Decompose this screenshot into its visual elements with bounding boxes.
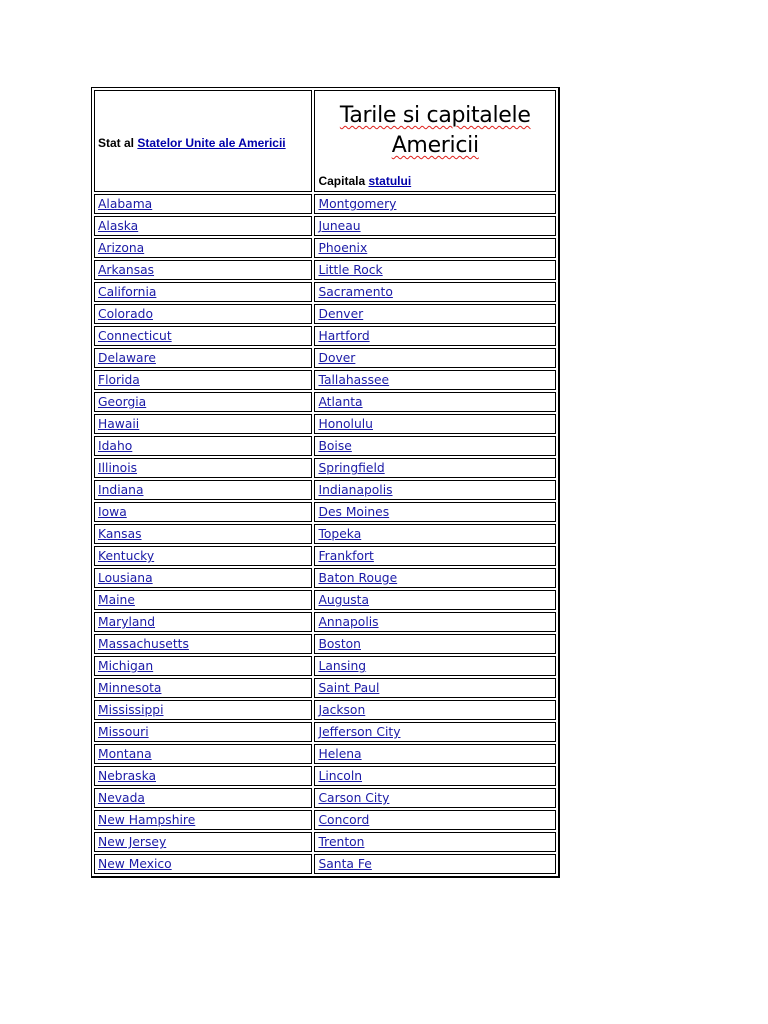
header-capital-text bbox=[318, 174, 411, 188]
capital-link[interactable]: Denver bbox=[318, 307, 364, 321]
title-line-1 bbox=[315, 101, 555, 131]
table-row bbox=[94, 766, 556, 786]
capital-link[interactable]: Boston bbox=[318, 637, 361, 651]
state-cell bbox=[94, 546, 312, 566]
capital-cell bbox=[314, 436, 556, 456]
capital-cell bbox=[314, 832, 556, 852]
capital-link[interactable]: Concord bbox=[318, 813, 370, 827]
header-capital-cell bbox=[314, 90, 556, 192]
state-cell bbox=[94, 678, 312, 698]
capital-cell bbox=[314, 766, 556, 786]
state-link[interactable]: Nevada bbox=[98, 791, 145, 805]
capital-link[interactable]: Annapolis bbox=[318, 615, 379, 629]
table-row bbox=[94, 656, 556, 676]
document-title bbox=[315, 101, 555, 161]
state-link[interactable]: California bbox=[98, 285, 157, 299]
state-link[interactable]: Iowa bbox=[98, 505, 127, 519]
header-state-text bbox=[98, 136, 311, 150]
capital-cell bbox=[314, 568, 556, 588]
capital-cell bbox=[314, 392, 556, 412]
capital-cell bbox=[314, 810, 556, 830]
table-row bbox=[94, 612, 556, 632]
table-row bbox=[94, 546, 556, 566]
state-link[interactable]: Hawaii bbox=[98, 417, 140, 431]
capital-cell bbox=[314, 524, 556, 544]
capital-cell bbox=[314, 744, 556, 764]
capital-link[interactable]: Honolulu bbox=[318, 417, 373, 431]
capital-link[interactable]: Jefferson City bbox=[318, 725, 401, 739]
capital-cell bbox=[314, 722, 556, 742]
capital-cell bbox=[314, 502, 556, 522]
table-row bbox=[94, 238, 556, 258]
state-link[interactable]: Lousiana bbox=[98, 571, 153, 585]
capital-cell bbox=[314, 700, 556, 720]
capital-link[interactable]: Boise bbox=[318, 439, 352, 453]
capital-cell bbox=[314, 854, 556, 874]
capital-link[interactable]: Juneau bbox=[318, 219, 361, 233]
capital-link[interactable]: Des Moines bbox=[318, 505, 390, 519]
table-row bbox=[94, 436, 556, 456]
state-cell bbox=[94, 744, 312, 764]
state-cell bbox=[94, 480, 312, 500]
table-row bbox=[94, 392, 556, 412]
state-cell bbox=[94, 854, 312, 874]
capital-cell bbox=[314, 348, 556, 368]
state-link[interactable]: Alaska bbox=[98, 219, 139, 233]
capital-cell bbox=[314, 458, 556, 478]
header-capital-link[interactable]: statului bbox=[368, 174, 412, 188]
capital-cell bbox=[314, 590, 556, 610]
table-row bbox=[94, 370, 556, 390]
state-cell bbox=[94, 810, 312, 830]
state-link[interactable]: Maryland bbox=[98, 615, 156, 629]
state-cell bbox=[94, 700, 312, 720]
capital-link[interactable]: Little Rock bbox=[318, 263, 383, 277]
header-state-cell bbox=[94, 90, 312, 192]
header-state-link[interactable]: Statelor Unite ale Americii bbox=[137, 136, 286, 150]
state-link[interactable]: Colorado bbox=[98, 307, 153, 321]
state-link[interactable]: Illinois bbox=[98, 461, 138, 475]
table-row bbox=[94, 458, 556, 478]
capital-link[interactable]: Helena bbox=[318, 747, 362, 761]
state-cell bbox=[94, 766, 312, 786]
state-cell bbox=[94, 194, 312, 214]
table-row bbox=[94, 348, 556, 368]
state-cell bbox=[94, 348, 312, 368]
state-cell bbox=[94, 634, 312, 654]
table-row bbox=[94, 788, 556, 808]
state-cell bbox=[94, 238, 312, 258]
state-cell bbox=[94, 722, 312, 742]
state-link[interactable]: Idaho bbox=[98, 439, 133, 453]
table-row bbox=[94, 634, 556, 654]
table-row bbox=[94, 832, 556, 852]
state-link[interactable]: Alabama bbox=[98, 197, 153, 211]
title-line-2 bbox=[315, 131, 555, 161]
capital-cell bbox=[314, 304, 556, 324]
title-line-1-text: Tarile si capitalele bbox=[339, 103, 531, 128]
capital-cell bbox=[314, 678, 556, 698]
state-cell bbox=[94, 436, 312, 456]
capital-link[interactable]: Montgomery bbox=[318, 197, 397, 211]
state-link[interactable]: Kentucky bbox=[98, 549, 155, 563]
state-link[interactable]: Indiana bbox=[98, 483, 144, 497]
capital-link[interactable]: Santa Fe bbox=[318, 857, 372, 871]
capital-cell bbox=[314, 414, 556, 434]
capital-link[interactable]: Lansing bbox=[318, 659, 367, 673]
state-cell bbox=[94, 282, 312, 302]
state-cell bbox=[94, 590, 312, 610]
states-capitals-table bbox=[91, 87, 560, 878]
capital-link[interactable]: Frankfort bbox=[318, 549, 374, 563]
capital-cell bbox=[314, 480, 556, 500]
state-link[interactable]: Arkansas bbox=[98, 263, 155, 277]
state-link[interactable]: New Jersey bbox=[98, 835, 167, 849]
state-cell bbox=[94, 502, 312, 522]
state-link[interactable]: Arizona bbox=[98, 241, 145, 255]
capital-cell bbox=[314, 282, 556, 302]
state-cell bbox=[94, 656, 312, 676]
table-body bbox=[94, 90, 556, 874]
title-line-2-text: Americii bbox=[391, 133, 479, 158]
capital-link[interactable]: Atlanta bbox=[318, 395, 363, 409]
capital-link[interactable]: Jackson bbox=[318, 703, 366, 717]
state-link[interactable]: Michigan bbox=[98, 659, 154, 673]
state-cell bbox=[94, 568, 312, 588]
state-link[interactable]: New Mexico bbox=[98, 857, 172, 871]
capital-cell bbox=[314, 788, 556, 808]
table-row bbox=[94, 502, 556, 522]
state-cell bbox=[94, 260, 312, 280]
capital-cell bbox=[314, 238, 556, 258]
capital-cell bbox=[314, 260, 556, 280]
table-row bbox=[94, 282, 556, 302]
capital-cell bbox=[314, 546, 556, 566]
state-link[interactable]: Missouri bbox=[98, 725, 149, 739]
table-row bbox=[94, 744, 556, 764]
state-cell bbox=[94, 326, 312, 346]
capital-link[interactable]: Trenton bbox=[318, 835, 365, 849]
capital-link[interactable]: Augusta bbox=[318, 593, 370, 607]
capital-link[interactable]: Tallahassee bbox=[318, 373, 390, 387]
table-row bbox=[94, 810, 556, 830]
capital-cell bbox=[314, 656, 556, 676]
table-header-row bbox=[94, 90, 556, 192]
state-link[interactable]: Florida bbox=[98, 373, 140, 387]
header-state-prefix: Stat al bbox=[98, 136, 138, 150]
state-link[interactable]: Georgia bbox=[98, 395, 147, 409]
table-row bbox=[94, 678, 556, 698]
table-row bbox=[94, 700, 556, 720]
state-link[interactable]: Delaware bbox=[98, 351, 156, 365]
state-link[interactable]: Kansas bbox=[98, 527, 142, 541]
table-row bbox=[94, 260, 556, 280]
capital-link[interactable]: Topeka bbox=[318, 527, 362, 541]
table-row bbox=[94, 524, 556, 544]
capital-cell bbox=[314, 194, 556, 214]
capital-link[interactable]: Dover bbox=[318, 351, 356, 365]
header-capital-prefix: Capitala bbox=[318, 174, 369, 188]
state-link[interactable]: Minnesota bbox=[98, 681, 162, 695]
state-cell bbox=[94, 392, 312, 412]
table-row bbox=[94, 722, 556, 742]
table-row bbox=[94, 568, 556, 588]
table-row bbox=[94, 304, 556, 324]
capital-link[interactable]: Baton Rouge bbox=[318, 571, 398, 585]
state-cell bbox=[94, 216, 312, 236]
capital-cell bbox=[314, 370, 556, 390]
state-cell bbox=[94, 458, 312, 478]
state-cell bbox=[94, 832, 312, 852]
state-cell bbox=[94, 304, 312, 324]
capital-cell bbox=[314, 216, 556, 236]
state-cell bbox=[94, 788, 312, 808]
table-row bbox=[94, 216, 556, 236]
capital-link[interactable]: Hartford bbox=[318, 329, 370, 343]
state-cell bbox=[94, 612, 312, 632]
capital-link[interactable]: Springfield bbox=[318, 461, 385, 475]
capital-link[interactable]: Lincoln bbox=[318, 769, 363, 783]
state-link[interactable]: Maine bbox=[98, 593, 135, 607]
state-cell bbox=[94, 414, 312, 434]
state-link[interactable]: Mississippi bbox=[98, 703, 164, 717]
table-row bbox=[94, 414, 556, 434]
table-row bbox=[94, 854, 556, 874]
table-row bbox=[94, 326, 556, 346]
state-link[interactable]: Nebraska bbox=[98, 769, 157, 783]
capital-link[interactable]: Carson City bbox=[318, 791, 390, 805]
capital-cell bbox=[314, 326, 556, 346]
table-row bbox=[94, 590, 556, 610]
state-cell bbox=[94, 370, 312, 390]
table-row bbox=[94, 194, 556, 214]
state-link[interactable]: Massachusetts bbox=[98, 637, 189, 651]
capital-link[interactable]: Indianapolis bbox=[318, 483, 393, 497]
state-link[interactable]: Montana bbox=[98, 747, 152, 761]
capital-cell bbox=[314, 634, 556, 654]
state-cell bbox=[94, 524, 312, 544]
capital-link[interactable]: Saint Paul bbox=[318, 681, 380, 695]
state-link[interactable]: New Hampshire bbox=[98, 813, 196, 827]
capital-link[interactable]: Phoenix bbox=[318, 241, 368, 255]
capital-cell bbox=[314, 612, 556, 632]
capital-link[interactable]: Sacramento bbox=[318, 285, 393, 299]
table-row bbox=[94, 480, 556, 500]
state-link[interactable]: Connecticut bbox=[98, 329, 172, 343]
